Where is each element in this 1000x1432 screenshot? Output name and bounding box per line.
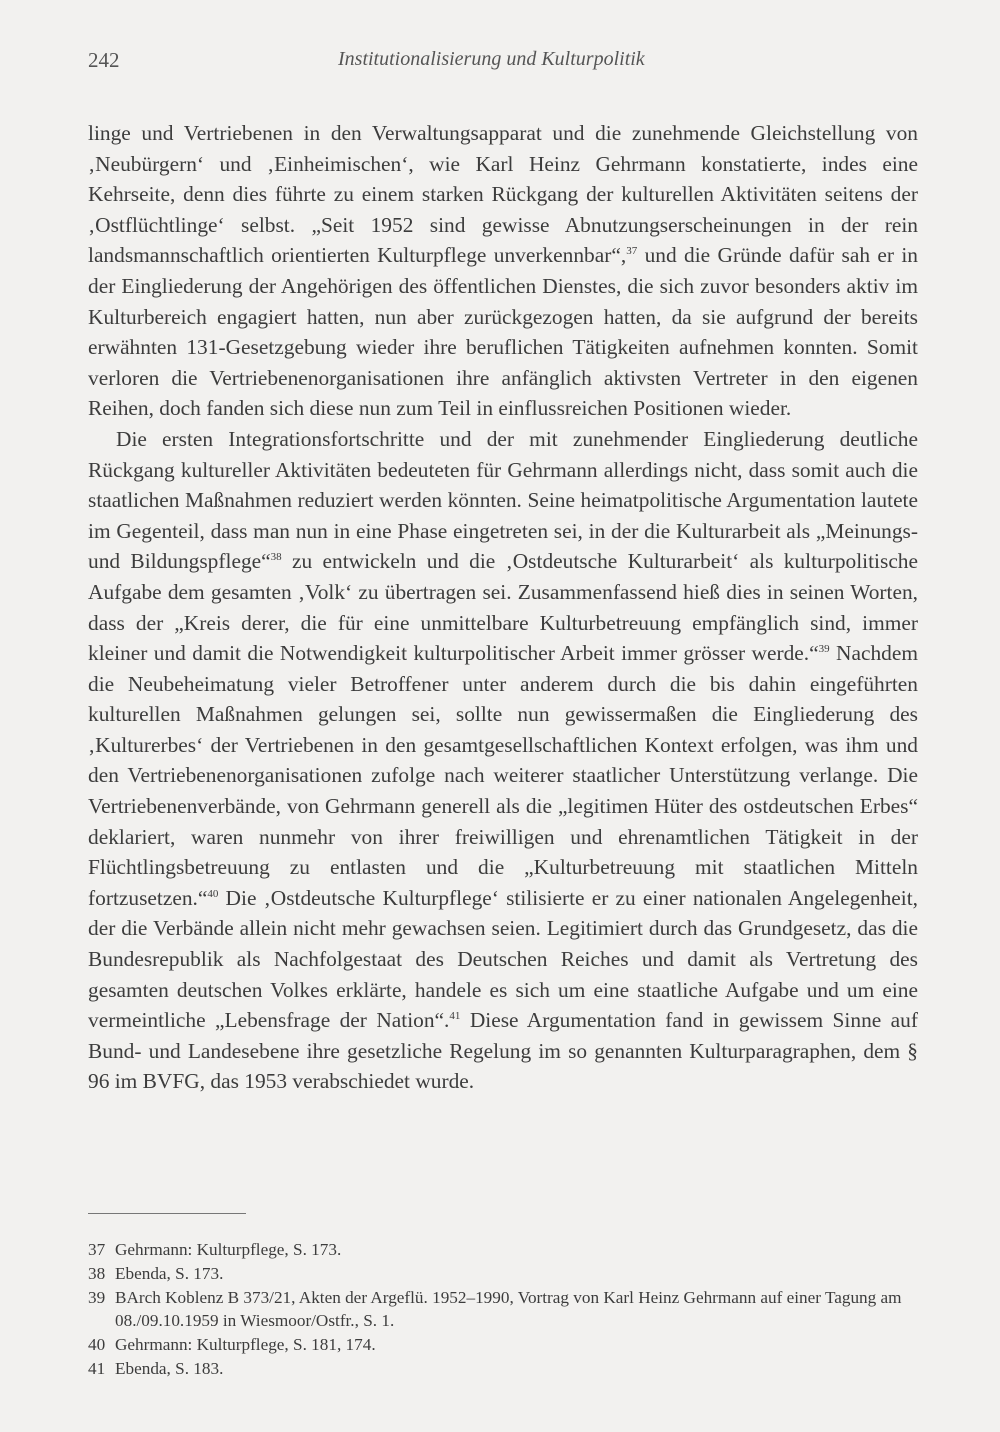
footnote-text: BArch Koblenz B 373/21, Akten der Argeflü. 1952–1990, Vortrag von Karl Heinz Gehrmann auf einer Tagung am 08./09.10.1959 in Wiesmoor/Ostfr., S. 1. bbox=[115, 1287, 902, 1331]
text-run: Nachdem die Neubeheimatung vieler Betroffener unter anderem durch die bis dahin eingeführten kulturellen Maßnahmen gelungen sei, sollte nun gewissermaßen die Eingliederung des ‚Kulturerbes‘ der Vertriebenen in den gesamtgesellschaftlichen Kontext erfolgen, was ihm und den Vertriebenenorganisationen zufolge nach weiterer staatlicher Unterstützung verlange. Die Vertriebenenverbände, von Gehrmann generell als die „legitimen Hüter des ostdeutschen Erbes“ deklariert, waren nunmehr von ihrer freiwilligen und ehrenamtlichen Tätigkeit in der Flüchtlingsbetreuung zu entlasten und die „Kulturbetreuung mit staatlichen Mitteln fortzusetzen.“ bbox=[88, 641, 919, 910]
paragraph bbox=[88, 118, 918, 424]
footnote-ref: 41 bbox=[449, 1010, 461, 1023]
text-run: Die ersten Integrationsfortschritte und der mit zunehmender Eingliederung deutliche Rückgang kultureller Aktivitäten bedeuteten für Gehrmann allerdings nicht, dass somit auch die staatlichen Maßnahmen reduziert werden könnten. Seine heimatpolitische Argumentation lautete im Gegenteil, dass man nun in eine Phase eingetreten sei, in der die Kulturarbeit als „Meinungs- und Bildungspflege“ bbox=[88, 426, 918, 574]
footnote bbox=[88, 1238, 918, 1262]
text-run: linge und Vertriebenen in den Verwaltungsapparat und die zunehmende Gleichstellung von ‚Neubürgern‘ und ‚Einheimischen‘, wie Karl Heinz Gehrmann konstatierte, indes eine Kehrseite, denn dies führte zu einem starken Rückgang der kulturellen Aktivitäten seitens der ‚Ostflüchtlinge‘ selbst. „Seit 1952 sind gewisse Abnutzungserscheinungen in der rein landsmannschaftlich orientierten Kulturpflege unverkennbar“, bbox=[88, 121, 918, 268]
page-header bbox=[88, 48, 912, 78]
main-text bbox=[88, 118, 918, 1097]
page-number: 242 bbox=[88, 48, 120, 72]
footnote-number: 37 bbox=[88, 1240, 106, 1259]
footnote bbox=[88, 1262, 918, 1286]
footnote-text: Gehrmann: Kulturpflege, S. 181, 174. bbox=[115, 1335, 376, 1355]
footnotes bbox=[88, 1238, 918, 1381]
text-run: und die Gründe dafür sah er in der Eingliederung der Angehörigen des öffentlichen Dienstes, die sich zuvor besonders aktiv im Kulturbereich engagiert hatten, nun aber zurückgezogen hatten, da sie aufgrund der bereits erwähnten 131-Gesetzgebung wieder ihre beruflichen Tätigkeiten aufnehmen konnten. Somit verloren die Vertriebenenorganisationen ihre anfänglich aktivsten Vertreter in den eigenen Reihen, doch fanden sich diese nun zum Teil in einflussreichen Positionen wieder. bbox=[88, 243, 918, 421]
footnote-number: 41 bbox=[88, 1358, 106, 1378]
footnote-ref: 39 bbox=[818, 642, 830, 655]
footnote-number: 40 bbox=[88, 1335, 106, 1355]
footnote-number: 38 bbox=[88, 1263, 106, 1283]
text-run: zu entwickeln und die ‚Ostdeutsche Kulturarbeit‘ als kulturpolitische Aufgabe dem gesamten ‚Volk‘ zu übertragen sei. Zusammenfassend hieß dies in seinen Worten, dass der „Kreis derer, die für eine unmittelbare Kulturbetreuung empfänglich sind, immer kleiner und damit die Notwendigkeit kulturpolitischer Arbeit immer grösser werde.“ bbox=[88, 549, 918, 666]
footnote-text: Ebenda, S. 173. bbox=[115, 1263, 224, 1283]
footnote-ref: 38 bbox=[270, 551, 282, 564]
running-title: Institutionalisierung und Kulturpolitik bbox=[338, 48, 645, 70]
footnote-ref: 40 bbox=[207, 887, 219, 900]
footnote-number: 39 bbox=[88, 1287, 106, 1307]
footnote-separator bbox=[88, 1213, 246, 1214]
text-run: Diese Argumentation fand in gewissem Sinne auf Bund- und Landesebene ihre gesetzliche Regelung im so genannten Kulturparagraphen, dem § 96 im BVFG, das 1953 verabschiedet wurde. bbox=[88, 1008, 918, 1094]
footnote bbox=[88, 1286, 918, 1334]
text-run: Die ‚Ostdeutsche Kulturpflege‘ stilisierte er zu einer nationalen Angelegenheit, der die Verbände allein nicht mehr gewachsen seien. Legitimiert durch das Grundgesetz, das die Bundesrepublik als Nachfolgestaat des Deutschen Reiches und damit als Vertretung des gesamten deutschen Volkes erklärte, handele es sich um eine staatliche Aufgabe und um eine vermeintliche „Lebensfrage der Nation“. bbox=[88, 885, 918, 1033]
footnote-text: Gehrmann: Kulturpflege, S. 173. bbox=[115, 1240, 342, 1259]
footnote-ref: 37 bbox=[626, 245, 638, 258]
footnote bbox=[88, 1333, 918, 1357]
paragraph bbox=[88, 424, 918, 1097]
footnote bbox=[88, 1357, 918, 1381]
footnote-text: Ebenda, S. 183. bbox=[115, 1358, 224, 1378]
